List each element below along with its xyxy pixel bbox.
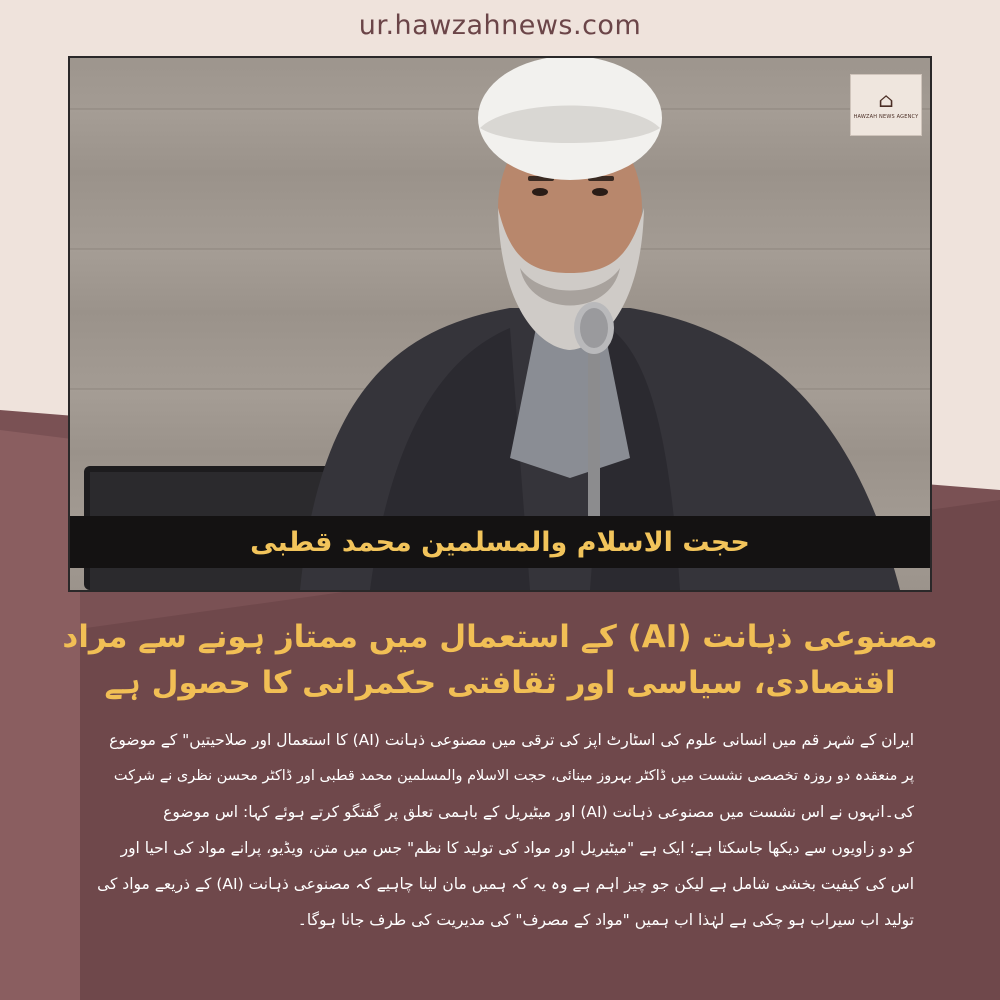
body-line: ایران کے شہر قم میں انسانی علوم کی اسٹارٹ اپز کی ترقی میں مصنوعی ذہانت (AI) کا استعمال اور صلاحیتیں" کے موضوع [109, 731, 914, 749]
photo-caption: حجت الاسلام والمسلمین محمد قطبی [250, 526, 750, 558]
hawzah-logo [850, 74, 922, 136]
body-line: پر منعقدہ دو روزہ تخصصی نشست میں ڈاکٹر بہروز مینائی، حجت الاسلام والمسلمین محمد قطبی اور ڈاکٹر محسن نظری نے شرکت [113, 768, 914, 784]
logo-mark-icon: ⌂ [878, 88, 894, 112]
article-body [88, 722, 914, 994]
photo-caption-strip [70, 516, 930, 568]
speaker-photo [70, 58, 930, 590]
body-line: تولید اب سیراب ہو چکی ہے لہٰذا اب ہمیں "مواد کے مصرف" کی مدیریت کی طرف جانا ہوگا۔ [297, 911, 914, 929]
body-line: کی۔انہوں نے اس نشست میں مصنوعی ذہانت (AI) اور میٹیریل کے باہمی تعلق پر گفتگو کرتے ہوئے کہا: اس موضوع [163, 803, 914, 821]
headline-line-1: مصنوعی ذہانت (AI) کے استعمال میں ممتاز ہونے سے مراد [62, 619, 938, 655]
headline [40, 614, 960, 706]
site-url[interactable]: ur.hawzahnews.com [358, 10, 642, 41]
body-line: کو دو زاویوں سے دیکھا جاسکتا ہے؛ ایک ہے "میٹیریل اور مواد کی تولید کا نظم" جس میں متن، ویڈیو، پرانے مواد کی احیا اور [120, 839, 914, 857]
logo-caption: HAWZAH NEWS AGENCY [853, 114, 919, 120]
body-line: اس کی کیفیت بخشی شامل ہے لیکن جو چیز اہم ہے وہ یہ کہ ہمیں مان لینا چاہیے کہ مصنوعی ذہانت (AI) کے ذریعے مواد کی [97, 875, 914, 893]
headline-line-2: اقتصادی، سیاسی اور ثقافتی حکمرانی کا حصول ہے [104, 665, 896, 701]
